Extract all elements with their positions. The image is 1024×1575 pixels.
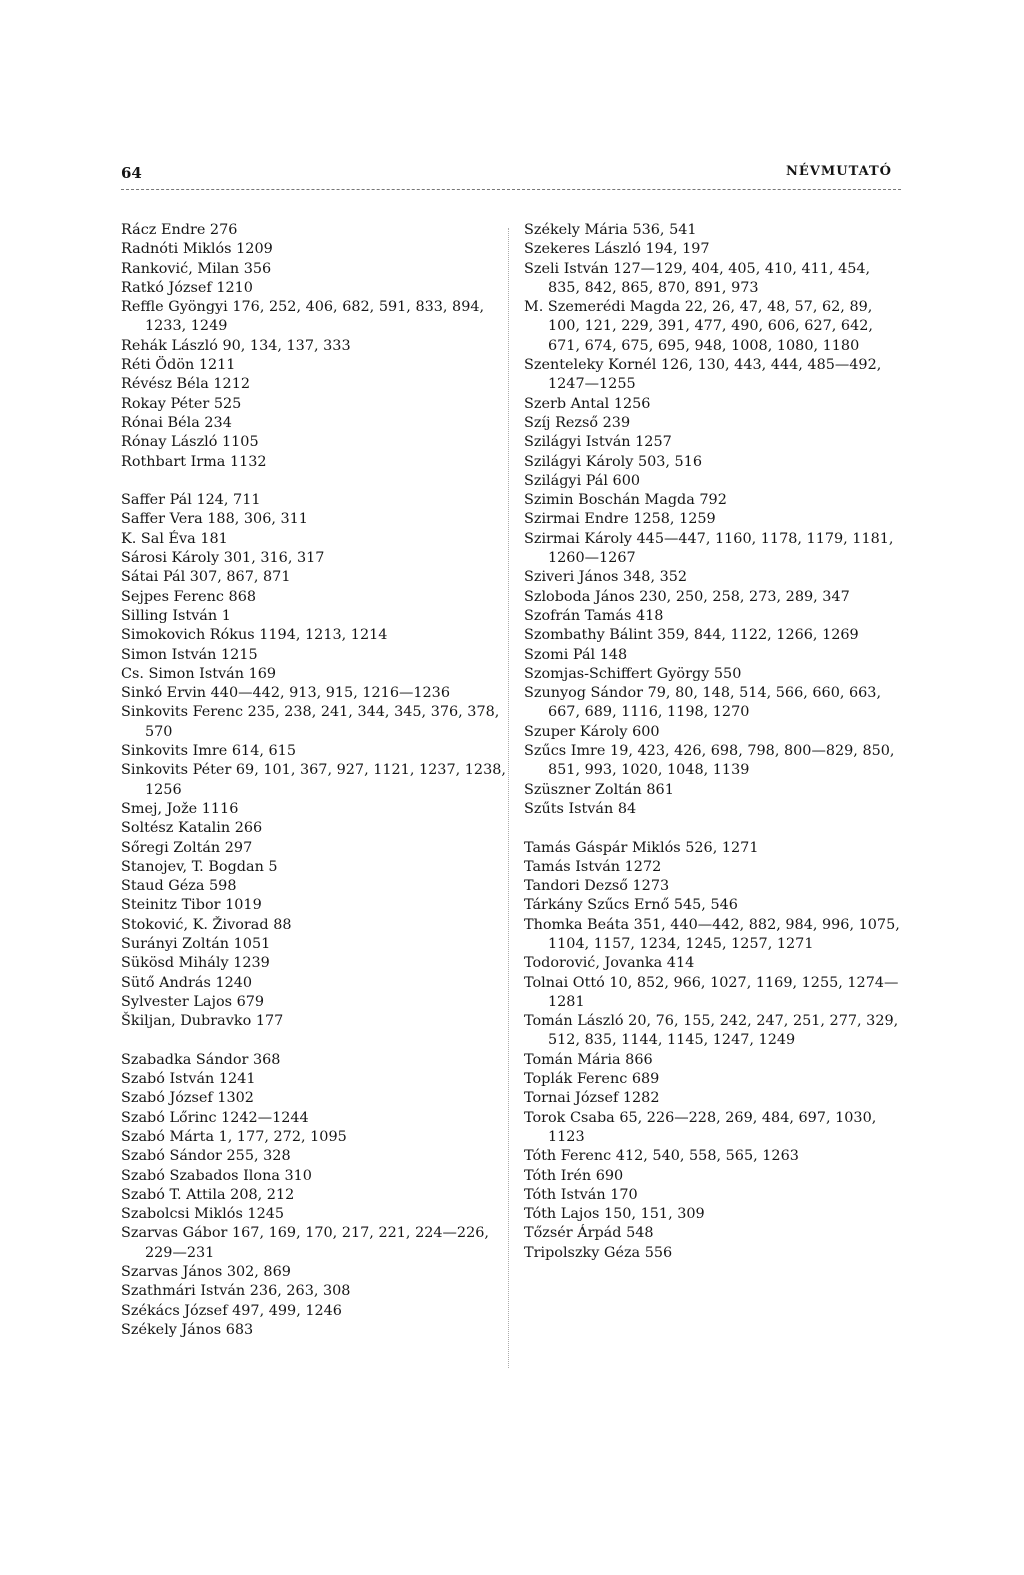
- entry-pages: 236, 263, 308: [249, 1283, 351, 1300]
- entry-pages: 266: [234, 820, 263, 837]
- entry-pages: 1212: [213, 376, 251, 393]
- entry-pages: 1302: [217, 1090, 254, 1107]
- page-number: 64: [121, 164, 142, 182]
- index-section: [121, 491, 511, 1031]
- index-entry: [524, 1109, 906, 1148]
- index-entry: [121, 916, 506, 935]
- index-entry: [524, 839, 906, 858]
- entry-name: Tornai József: [524, 1090, 619, 1107]
- index-entry: [524, 1070, 906, 1089]
- entry-pages: 412, 540, 558, 565, 1263: [615, 1148, 799, 1165]
- index-entry: [121, 1147, 506, 1166]
- index-entry: [121, 453, 506, 472]
- index-entry: [121, 954, 506, 973]
- entry-name: Tóth István: [524, 1186, 606, 1203]
- index-column-right: [524, 221, 906, 1282]
- index-entry: [121, 491, 506, 510]
- entry-pages: 235, 238, 241, 344, 345, 376, 378, 570: [145, 704, 504, 740]
- entry-pages: 526, 1271: [685, 839, 759, 856]
- index-entry: [121, 703, 506, 742]
- index-entry: [524, 781, 906, 800]
- entry-name: Silling István: [121, 607, 218, 624]
- entry-name: Tóth Lajos: [524, 1206, 600, 1223]
- entry-pages: 194, 197: [645, 241, 710, 258]
- entry-pages: 683: [225, 1321, 254, 1338]
- entry-name: Szűcs Imre: [524, 743, 606, 760]
- index-entry: [121, 298, 506, 337]
- entry-name: Sinkó Ervin: [121, 685, 207, 702]
- entry-name: Ranković, Milan: [121, 260, 240, 277]
- index-entry: [121, 356, 506, 375]
- index-entry: [524, 684, 906, 723]
- entry-name: Szathmári István: [121, 1283, 246, 1300]
- entry-name: Székely Mária: [524, 222, 628, 238]
- entry-pages: 310: [284, 1167, 312, 1184]
- entry-pages: 440—442, 913, 915, 1216—1236: [210, 685, 450, 702]
- entry-pages: 548: [626, 1225, 654, 1242]
- index-entry: [121, 1205, 506, 1224]
- entry-name: Réti Ödön: [121, 357, 195, 374]
- entry-name: Szíj Rezső: [524, 414, 599, 431]
- entry-name: Székely János: [121, 1321, 222, 1338]
- entry-pages: 1273: [632, 878, 670, 895]
- entry-name: Sükösd Mihály: [121, 955, 229, 972]
- index-entry: [121, 260, 506, 279]
- entry-pages: 1272: [624, 858, 662, 875]
- entry-pages: 255, 328: [226, 1148, 291, 1165]
- index-entry: [524, 974, 906, 1013]
- index-entry: [524, 221, 906, 240]
- entry-name: Szabó Sándor: [121, 1148, 222, 1165]
- entry-pages: 545, 546: [673, 897, 738, 914]
- entry-name: Szarvas János: [121, 1264, 223, 1281]
- entry-pages: 536, 541: [632, 222, 697, 238]
- entry-name: Szüszner Zoltán: [524, 781, 642, 798]
- entry-name: Szabó István: [121, 1071, 215, 1088]
- entry-pages: 124, 711: [196, 492, 261, 509]
- entry-pages: 525: [213, 395, 242, 412]
- entry-pages: 177: [255, 1013, 284, 1030]
- entry-pages: 90, 134, 137, 333: [222, 337, 351, 354]
- entry-name: Ratkó József: [121, 279, 212, 296]
- entry-name: Székács József: [121, 1302, 228, 1319]
- index-entry: [121, 877, 506, 896]
- entry-pages: 302, 869: [226, 1264, 291, 1281]
- entry-pages: 1210: [216, 279, 253, 296]
- entry-name: Sinkovits Péter: [121, 762, 232, 779]
- entry-pages: 861: [646, 781, 674, 798]
- entry-pages: 239: [602, 414, 631, 431]
- entry-name: Saffer Pál: [121, 492, 192, 509]
- entry-pages: 167, 169, 170, 217, 221, 224—226, 229—231: [145, 1225, 494, 1261]
- index-entry: [121, 568, 506, 587]
- index-entry: [121, 800, 506, 819]
- entry-name: Szabó T. Attila: [121, 1186, 226, 1203]
- index-entry: [121, 742, 506, 761]
- index-entry: [524, 626, 906, 645]
- entry-name: Steinitz Tibor: [121, 897, 221, 914]
- entry-name: Tamás Gáspár Miklós: [524, 839, 681, 856]
- entry-pages: 1, 177, 272, 1095: [218, 1128, 347, 1145]
- index-entry: [121, 858, 506, 877]
- entry-pages: 690: [595, 1167, 624, 1184]
- entry-pages: 351, 440—442, 882, 984, 996, 1075, 1104, 1157, 1234, 1245, 1257, 1271: [548, 916, 905, 952]
- entry-pages: 792: [699, 492, 727, 509]
- index-entry: [121, 974, 506, 993]
- index-entry: [121, 1167, 506, 1186]
- index-entry: [524, 356, 906, 395]
- entry-name: Tárkány Szűcs Ernő: [524, 897, 670, 914]
- entry-name: Sejpes Ferenc: [121, 588, 224, 605]
- entry-pages: 1209: [236, 241, 273, 258]
- entry-pages: 301, 316, 317: [223, 550, 325, 567]
- entry-pages: 1282: [622, 1090, 660, 1107]
- index-entry: [121, 395, 506, 414]
- index-entry: [121, 510, 506, 529]
- entry-name: Tolnai Ottó: [524, 974, 605, 991]
- entry-name: K. Sal Éva: [121, 530, 196, 547]
- entry-name: Tóth Ferenc: [524, 1148, 612, 1165]
- entry-name: Saffer Vera: [121, 511, 203, 528]
- entry-pages: 1258, 1259: [633, 511, 716, 528]
- entry-pages: 1245: [247, 1206, 285, 1223]
- index-entry: [524, 723, 906, 742]
- entry-name: Szenteleky Kornél: [524, 357, 657, 374]
- index-entry: [121, 1186, 506, 1205]
- column-divider: [508, 228, 509, 1368]
- index-entry: [121, 1302, 506, 1321]
- index-entry: [121, 337, 506, 356]
- index-section: [121, 1051, 506, 1340]
- entry-name: Tripolszky Géza: [524, 1244, 641, 1261]
- index-entry: [524, 588, 906, 607]
- entry-name: Staud Géza: [121, 878, 205, 895]
- entry-pages: 1: [221, 607, 231, 624]
- entry-name: Rónay László: [121, 434, 218, 451]
- entry-pages: 176, 252, 406, 682, 591, 833, 894, 1233, 1249: [145, 299, 489, 335]
- entry-pages: 276: [209, 222, 238, 238]
- index-entry: [524, 665, 906, 684]
- index-entry: [524, 1186, 906, 1205]
- index-entry: [524, 858, 906, 877]
- entry-name: Szunyog Sándor: [524, 685, 644, 702]
- entry-pages: 600: [612, 472, 641, 489]
- entry-name: Révész Béla: [121, 376, 209, 393]
- index-section: [524, 839, 906, 1264]
- entry-name: Reffle Gyöngyi: [121, 299, 228, 316]
- entry-name: Tóth Irén: [524, 1167, 592, 1184]
- entry-name: Simon István: [121, 646, 217, 663]
- entry-pages: 65, 226—228, 269, 484, 697, 1030, 1123: [548, 1109, 881, 1145]
- entry-pages: 600: [632, 723, 660, 740]
- entry-name: Szabó Szabados Ilona: [121, 1167, 280, 1184]
- entry-name: Szofrán Tamás: [524, 607, 632, 624]
- index-entry: [524, 916, 906, 955]
- index-entry: [121, 1128, 506, 1147]
- entry-name: Tomán Mária: [524, 1051, 621, 1068]
- entry-name: Torok Csaba: [524, 1109, 615, 1126]
- index-entry: [524, 1244, 906, 1263]
- index-entry: [121, 607, 506, 626]
- index-entry: [524, 742, 906, 781]
- entry-pages: 297: [224, 839, 253, 856]
- entry-pages: 208, 212: [230, 1186, 295, 1203]
- index-entry: [121, 414, 506, 433]
- entry-pages: 181: [200, 530, 228, 547]
- index-entry: [524, 800, 906, 819]
- index-entry: [524, 1224, 906, 1243]
- index-entry: [524, 1147, 906, 1166]
- index-entry: [121, 1224, 506, 1263]
- entry-pages: 1132: [229, 453, 267, 470]
- entry-pages: 503, 516: [637, 453, 703, 470]
- index-entry: [121, 279, 506, 298]
- entry-pages: 170: [610, 1186, 638, 1203]
- index-section: [524, 221, 906, 819]
- index-entry: [524, 607, 906, 626]
- entry-name: Szirmai Károly: [524, 530, 632, 547]
- index-entry: [524, 510, 906, 529]
- index-entry: [121, 993, 506, 1012]
- index-entry: [121, 1051, 506, 1070]
- entry-pages: 414: [666, 955, 695, 972]
- index-entry: [121, 240, 506, 259]
- entry-pages: 598: [209, 878, 237, 895]
- index-entry: [524, 1051, 906, 1070]
- entry-name: Surányi Zoltán: [121, 935, 230, 952]
- entry-pages: 20, 76, 155, 242, 247, 251, 277, 329, 512, 835, 1144, 1145, 1247, 1249: [548, 1013, 903, 1049]
- entry-name: Stoković, K. Živorad: [121, 916, 269, 933]
- entry-pages: 1256: [613, 395, 651, 412]
- index-entry: [121, 549, 506, 568]
- entry-name: Szuper Károly: [524, 723, 628, 740]
- entry-pages: 19, 423, 426, 698, 798, 800—829, 850, 851, 993, 1020, 1048, 1139: [548, 743, 900, 779]
- entry-pages: 868: [228, 588, 257, 605]
- index-entry: [121, 221, 506, 240]
- entry-pages: 22, 26, 47, 48, 57, 62, 89, 100, 121, 229, 391, 477, 490, 606, 627, 642, 671, 674, 675, 695, 948, 1008, 1080, 1180: [548, 299, 878, 354]
- entry-name: Sütő András: [121, 974, 211, 991]
- entry-name: Sylvester Lajos: [121, 993, 233, 1010]
- entry-pages: 418: [635, 607, 664, 624]
- index-entry: [524, 240, 906, 259]
- index-column-left: [121, 221, 511, 1360]
- entry-pages: 307, 867, 871: [189, 569, 291, 586]
- index-entry: [121, 588, 506, 607]
- entry-name: Sinkovits Ferenc: [121, 704, 244, 721]
- index-entry: [121, 646, 506, 665]
- header-rule: [121, 189, 901, 190]
- index-entry: [524, 395, 906, 414]
- entry-name: Szimin Boschán Magda: [524, 492, 695, 509]
- entry-name: Rehák László: [121, 337, 218, 354]
- entry-pages: 188, 306, 311: [207, 511, 308, 528]
- entry-name: Szilágyi István: [524, 434, 631, 451]
- entry-pages: 5: [268, 858, 278, 875]
- index-entry: [121, 1089, 506, 1108]
- entry-name: Szilágyi Pál: [524, 472, 608, 489]
- entry-pages: 359, 844, 1122, 1266, 1269: [657, 627, 859, 644]
- entry-pages: 10, 852, 966, 1027, 1169, 1255, 1274—1281: [548, 974, 899, 1010]
- index-entry: [121, 1012, 506, 1031]
- entry-name: Sinkovits Imre: [121, 743, 228, 760]
- entry-pages: 614, 615: [231, 743, 296, 760]
- entry-pages: 1240: [215, 974, 253, 991]
- entry-name: Simokovich Rókus: [121, 627, 255, 644]
- entry-name: Szabolcsi Miklós: [121, 1206, 243, 1223]
- index-entry: [121, 819, 506, 838]
- index-entry: [121, 626, 506, 645]
- entry-name: Szomi Pál: [524, 646, 596, 663]
- entry-pages: 230, 250, 258, 273, 289, 347: [639, 588, 850, 605]
- index-entry: [121, 1070, 506, 1089]
- entry-name: Tomán László: [524, 1013, 624, 1030]
- running-title: NÉVMUTATÓ: [786, 164, 892, 179]
- entry-name: Škiljan, Dubravko: [121, 1013, 252, 1030]
- entry-name: Szloboda János: [524, 588, 635, 605]
- index-entry: [121, 684, 506, 703]
- entry-pages: 445—447, 1160, 1178, 1179, 1181, 1260—1267: [548, 530, 899, 567]
- entry-name: Tamás István: [524, 858, 621, 875]
- index-entry: [524, 1205, 906, 1224]
- entry-pages: 79, 80, 148, 514, 566, 660, 663, 667, 689, 1116, 1198, 1270: [548, 685, 886, 721]
- entry-pages: 1239: [233, 955, 270, 972]
- index-entry: [121, 665, 506, 684]
- index-entry: [121, 761, 511, 800]
- index-entry: [121, 1263, 506, 1282]
- entry-pages: 126, 130, 443, 444, 485—492, 1247—1255: [548, 357, 886, 393]
- entry-name: Sziveri János: [524, 569, 619, 586]
- index-entry: [524, 568, 906, 587]
- entry-name: Szirmai Endre: [524, 511, 629, 528]
- entry-pages: 148: [599, 646, 628, 663]
- entry-pages: 689: [631, 1071, 660, 1088]
- entry-name: Szűts István: [524, 800, 614, 817]
- entry-name: Cs. Simon István: [121, 665, 244, 682]
- entry-name: Rónai Béla: [121, 414, 200, 431]
- entry-pages: 69, 101, 367, 927, 1121, 1237, 1238, 1256: [145, 762, 511, 798]
- entry-pages: 1241: [218, 1071, 256, 1088]
- entry-name: Szilágyi Károly: [524, 453, 634, 470]
- entry-name: Szabó Lőrinc: [121, 1109, 217, 1126]
- entry-pages: 866: [625, 1051, 653, 1068]
- entry-name: Szarvas Gábor: [121, 1225, 228, 1242]
- entry-name: Szomjas-Schiffert György: [524, 665, 710, 682]
- index-entry: [524, 1167, 906, 1186]
- entry-name: Rácz Endre: [121, 222, 206, 238]
- entry-name: Rokay Péter: [121, 395, 210, 412]
- entry-name: Szeli István: [524, 260, 609, 277]
- entry-pages: 556: [644, 1244, 673, 1261]
- entry-pages: 127—129, 404, 405, 410, 411, 454, 835, 842, 865, 870, 891, 973: [548, 260, 875, 296]
- index-entry: [121, 839, 506, 858]
- index-entry: [524, 530, 906, 569]
- index-entry: [121, 1109, 506, 1128]
- entry-name: M. Szemerédi Magda: [524, 299, 681, 316]
- entry-name: Szabó József: [121, 1090, 213, 1107]
- index-entry: [524, 433, 906, 452]
- entry-name: Tandori Dezső: [524, 878, 628, 895]
- index-entry: [524, 491, 906, 510]
- entry-name: Todorović, Jovanka: [524, 955, 663, 972]
- index-entry: [524, 260, 906, 299]
- entry-pages: 1105: [222, 434, 259, 451]
- index-entry: [524, 298, 906, 356]
- index-entry: [524, 1089, 906, 1108]
- index-entry: [524, 877, 906, 896]
- index-entry: [524, 896, 906, 915]
- index-entry: [524, 472, 906, 491]
- entry-pages: 348, 352: [623, 569, 688, 586]
- entry-name: Thomka Beáta: [524, 916, 630, 933]
- index-entry: [524, 954, 906, 973]
- index-section: [121, 221, 506, 472]
- entry-pages: 1194, 1213, 1214: [259, 627, 388, 644]
- entry-pages: 368: [252, 1051, 281, 1068]
- entry-name: Radnóti Miklós: [121, 241, 232, 258]
- entry-pages: 169: [248, 665, 277, 682]
- entry-pages: 1019: [225, 897, 262, 914]
- entry-name: Tőzsér Árpád: [524, 1225, 622, 1242]
- entry-name: Soltész Katalin: [121, 820, 231, 837]
- entry-name: Szerb Antal: [524, 395, 610, 412]
- entry-pages: 84: [617, 800, 637, 817]
- entry-name: Rothbart Irma: [121, 453, 226, 470]
- index-entry: [121, 1321, 506, 1340]
- entry-pages: 1257: [635, 434, 672, 451]
- entry-name: Sárosi Károly: [121, 550, 220, 567]
- index-entry: [121, 1282, 506, 1301]
- entry-name: Smej, Jože: [121, 800, 198, 817]
- index-entry: [524, 646, 906, 665]
- entry-pages: 497, 499, 1246: [232, 1302, 342, 1319]
- entry-pages: 1051: [233, 935, 271, 952]
- entry-pages: 679: [236, 993, 265, 1010]
- index-entry: [121, 530, 506, 549]
- index-entry: [121, 375, 506, 394]
- entry-pages: 1211: [198, 357, 236, 374]
- entry-pages: 550: [713, 665, 742, 682]
- entry-pages: 1116: [201, 800, 239, 817]
- entry-name: Szabadka Sándor: [121, 1051, 249, 1068]
- entry-name: Stanojev, T. Bogdan: [121, 858, 264, 875]
- entry-pages: 1215: [221, 646, 258, 663]
- index-entry: [524, 453, 906, 472]
- index-entry: [524, 414, 906, 433]
- entry-name: Szabó Márta: [121, 1128, 215, 1145]
- entry-name: Toplák Ferenc: [524, 1071, 628, 1088]
- entry-name: Szombathy Bálint: [524, 627, 653, 644]
- entry-pages: 234: [204, 414, 232, 431]
- index-entry: [121, 433, 506, 452]
- index-entry: [524, 1012, 906, 1051]
- index-entry: [121, 935, 506, 954]
- entry-name: Szekeres László: [524, 241, 641, 258]
- entry-pages: 356: [243, 260, 272, 277]
- entry-name: Sőregi Zoltán: [121, 839, 221, 856]
- entry-pages: 88: [273, 916, 292, 933]
- entry-pages: 150, 151, 309: [604, 1206, 705, 1223]
- entry-pages: 1242—1244: [221, 1109, 309, 1126]
- index-entry: [121, 896, 506, 915]
- entry-name: Sátai Pál: [121, 569, 186, 586]
